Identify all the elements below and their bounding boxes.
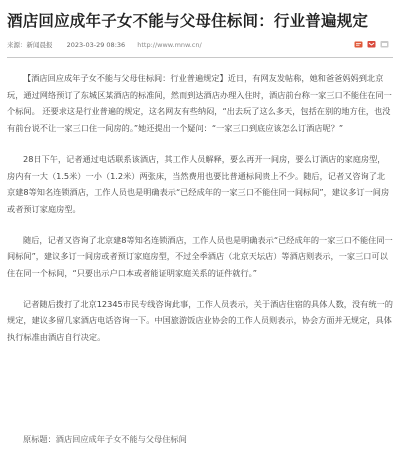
paragraph-1: 【酒店回应成年子女不能与父母住标间：行业普遍规定】近日，有网友发帖称，她和爸爸妈妈到北京玩，通过网络预订了东城区某酒店的标准间，然而到达酒店办理入住时，酒店前台称一家三口不能住在同一个标间。 还要求这是行业普遍的规定，这名网友有些纳闷，“出去玩了这么多天，包括在别的地方住，也没有前台说不让一家三口住一间房的。”她还提出一个疑问：“一家三口到底应该怎么订酒店呢？” [7, 73, 392, 134]
article-footer: 原标题：酒店回应成年子女不能与父母住标间 [23, 434, 187, 444]
article-meta [7, 40, 393, 54]
paragraph-2: 28日下午，记者通过电话联系该酒店，其工作人员解释，要么再开一间房，要么订酒店的家庭房型，房内有一大（1.5米）一小（1.2米）两张床，当然费用也要比普通标间贵上不少。随后，记者又咨询了北京建8等知名连锁酒店，工作人员也是明确表示“已经成年的一家三口不能住同一间标间”，建议多订一间房或者预订家庭房型。 [7, 153, 390, 214]
article-title: 酒店回应成年子女不能与父母住标间：行业普遍规定 [7, 12, 369, 30]
article-body [7, 70, 393, 360]
share-icon[interactable] [354, 40, 363, 48]
share-tools [354, 40, 389, 48]
article-url[interactable]: http://www.mnw.cn/ [137, 41, 202, 49]
print-icon[interactable] [380, 40, 389, 48]
title-divider [7, 57, 393, 58]
favorite-icon[interactable] [367, 40, 376, 48]
paragraph-4: 记者随后拨打了北京12345市民专线咨询此事，工作人员表示，关于酒店住宿的具体人数，没有统一的规定，建议多留几家酒店电话咨询一下。中国旅游饭店业协会的工作人员则表示，协会方面并无规定，具体执行标准由酒店自行决定。 [7, 298, 393, 343]
paragraph-3: 随后，记者又咨询了北京建8等知名连锁酒店，工作人员也是明确表示“已经成年的一家三口不能住同一间标间”，建议多订一间房或者预订家庭房型，不过全季酒店（北京天坛店）等酒店则表示，一家三口可以住在同一个标间，“只要出示户口本或者能证明家庭关系的证件就行。” [7, 234, 393, 279]
article-time: 2023-03-29 08:36 [66, 41, 126, 49]
article-source: 来源：新闻晨报 [7, 41, 53, 49]
